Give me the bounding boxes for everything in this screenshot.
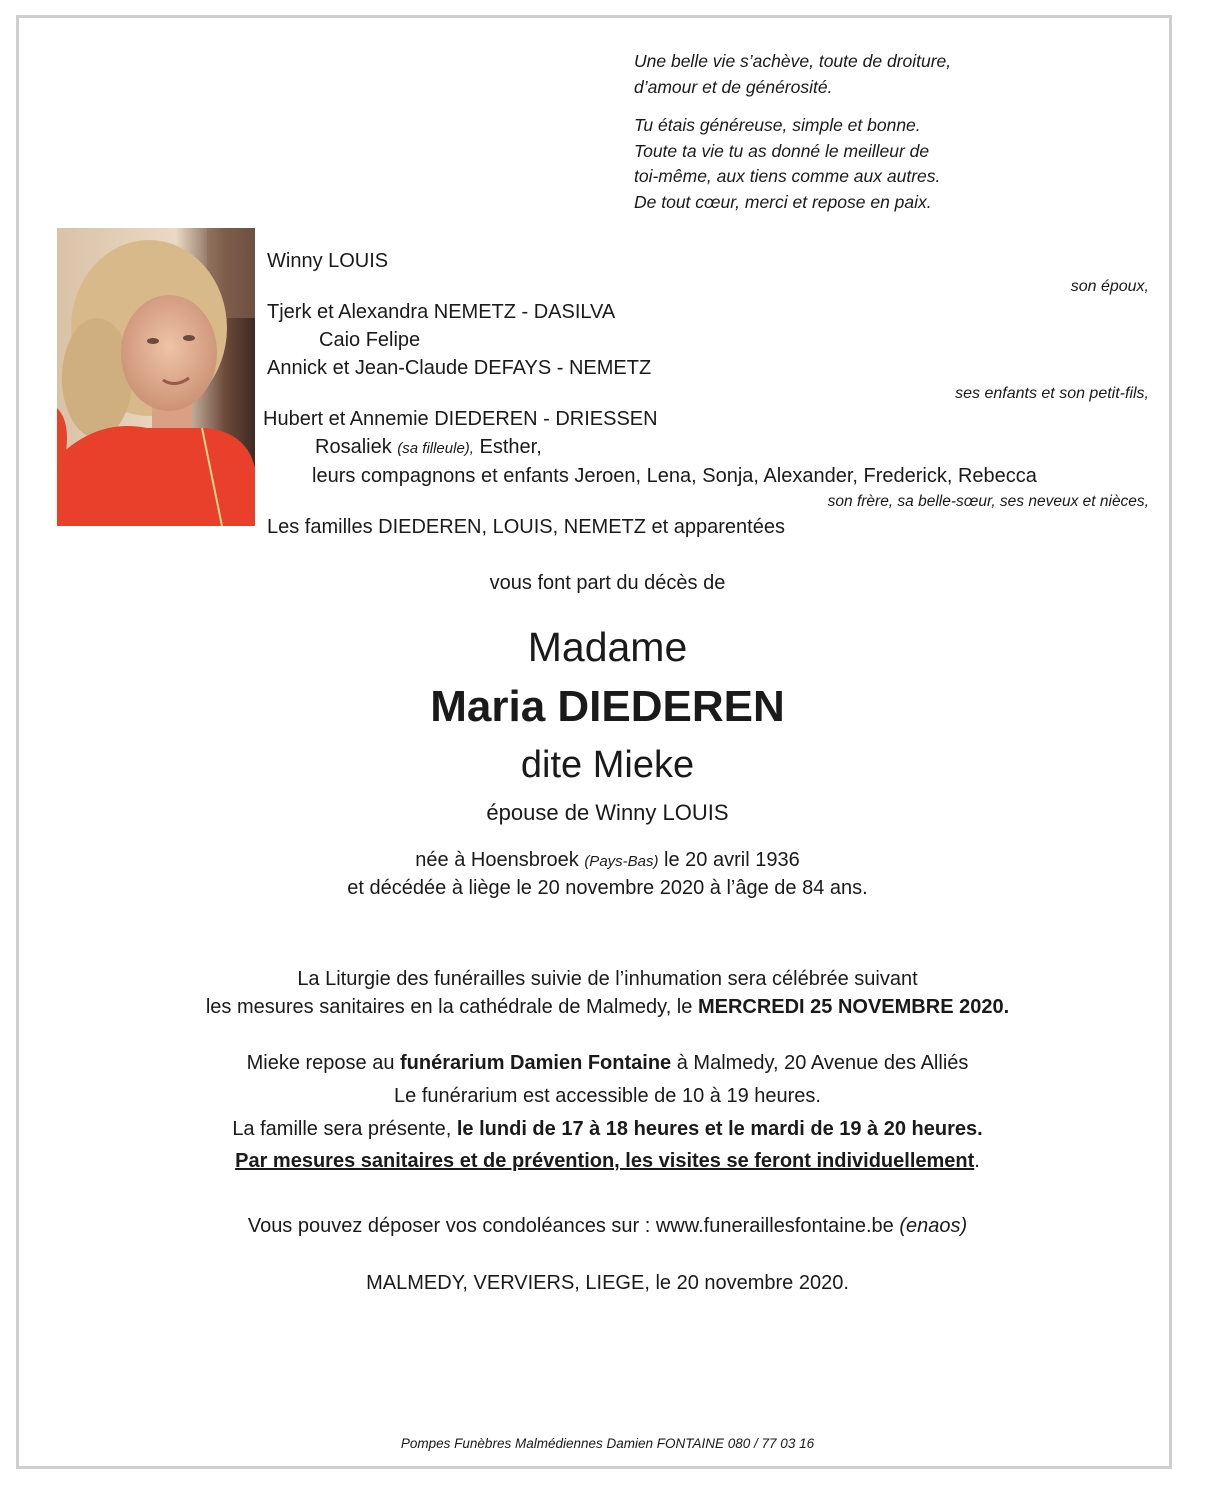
rest-place: funérarium Damien Fontaine: [400, 1052, 672, 1074]
place-date: MALMEDY, VERVIERS, LIEGE, le 20 novembre 2020.: [366, 1272, 849, 1294]
condolences-provider: (enaos): [899, 1215, 968, 1237]
family-grandchild: Caio Felipe: [319, 329, 421, 351]
family-child-1: Tjerk et Alexandra NEMETZ - DASILVA: [267, 301, 616, 323]
funeral-line-2: [0, 996, 1215, 1019]
condolences-site: Vous pouvez déposer vos condoléances sur : www.funeraillesfontaine.be: [247, 1215, 900, 1237]
family-brother: Hubert et Annemie DIEDEREN - DRIESSEN: [263, 408, 658, 430]
funeral-line-1: La Liturgie des funérailles suivie de l’inhumation sera célébrée suivant: [297, 968, 918, 990]
deceased-title: Madame: [527, 624, 688, 670]
poem-line: Tu étais généreuse, simple et bonne.: [634, 115, 921, 135]
family-child-2: Annick et Jean-Claude DEFAYS - NEMETZ: [267, 357, 652, 379]
niece-note: (sa filleule),: [397, 440, 474, 457]
poem-stanza-1: [634, 49, 951, 100]
poem-line: De tout cœur, merci et repose en paix.: [634, 191, 932, 212]
family-nieces: [315, 436, 542, 459]
niece-name: Rosaliek: [315, 436, 398, 458]
family-nephews: leurs compagnons et enfants Jeroen, Lena, Sonja, Alexander, Frederick, Rebecca: [312, 465, 1037, 487]
birth-info: [0, 849, 1215, 872]
birth-country: (Pays-Bas): [584, 853, 659, 870]
family-presence: [0, 1118, 1215, 1141]
portrait-photo: [57, 228, 255, 526]
relation-children: ses enfants et son petit-fils,: [955, 385, 1149, 402]
funeral-date: MERCREDI 25 NOVEMBRE 2020.: [697, 996, 1010, 1018]
birth-date: le 20 avril 1936: [658, 849, 800, 871]
poem-stanza-2: [634, 113, 940, 215]
poem-line: toi-même, aux tiens comme aux autres.: [634, 166, 941, 186]
deceased-spouse-of: épouse de Winny LOUIS: [486, 800, 729, 825]
rest-address: à Malmedy, 20 Avenue des Alliés: [671, 1052, 969, 1074]
poem-line: d’amour et de générosité.: [634, 76, 833, 97]
rest-intro: Mieke repose au: [246, 1052, 401, 1074]
poem-line: Toute ta vie tu as donné le meilleur de: [634, 140, 930, 161]
relation-spouse: son époux,: [1070, 278, 1149, 295]
relation-brother: son frère, sa belle-sœur, ses neveux et nièces,: [827, 493, 1149, 510]
family-presence-times: le lundi de 17 à 18 heures et le mardi de 19 à 20 heures.: [456, 1118, 983, 1140]
visits-notice: [0, 1150, 1215, 1173]
niece-rest: Esther,: [473, 436, 542, 458]
family-presence-intro: La famille sera présente,: [232, 1118, 457, 1140]
family-spouse: Winny LOUIS: [267, 250, 389, 272]
footer-funeral-home: Pompes Funèbres Malmédiennes Damien FONTAINE 080 / 77 03 16: [400, 1436, 815, 1451]
poem-line: Une belle vie s’achève, toute de droiture,: [634, 51, 952, 71]
family-extended: Les familles DIEDEREN, LOUIS, NEMETZ et apparentées: [267, 516, 785, 538]
rest-line: [0, 1052, 1215, 1075]
visits-notice-text: Par mesures sanitaires et de prévention, les visites se feront individuellement: [235, 1150, 975, 1172]
announcement-intro: vous font part du décès de: [489, 572, 726, 594]
funerarium-hours: Le funérarium est accessible de 10 à 19 heures.: [394, 1085, 821, 1107]
deceased-name: Maria DIEDEREN: [430, 682, 785, 731]
birth-place: née à Hoensbroek: [415, 849, 585, 871]
death-info: et décédée à liège le 20 novembre 2020 à l’âge de 84 ans.: [347, 877, 868, 899]
visits-notice-end: .: [974, 1150, 980, 1172]
condolences-line: [0, 1215, 1215, 1238]
deceased-nickname: dite Mieke: [520, 744, 695, 786]
funeral-location: les mesures sanitaires en la cathédrale de Malmedy, le: [205, 996, 698, 1018]
